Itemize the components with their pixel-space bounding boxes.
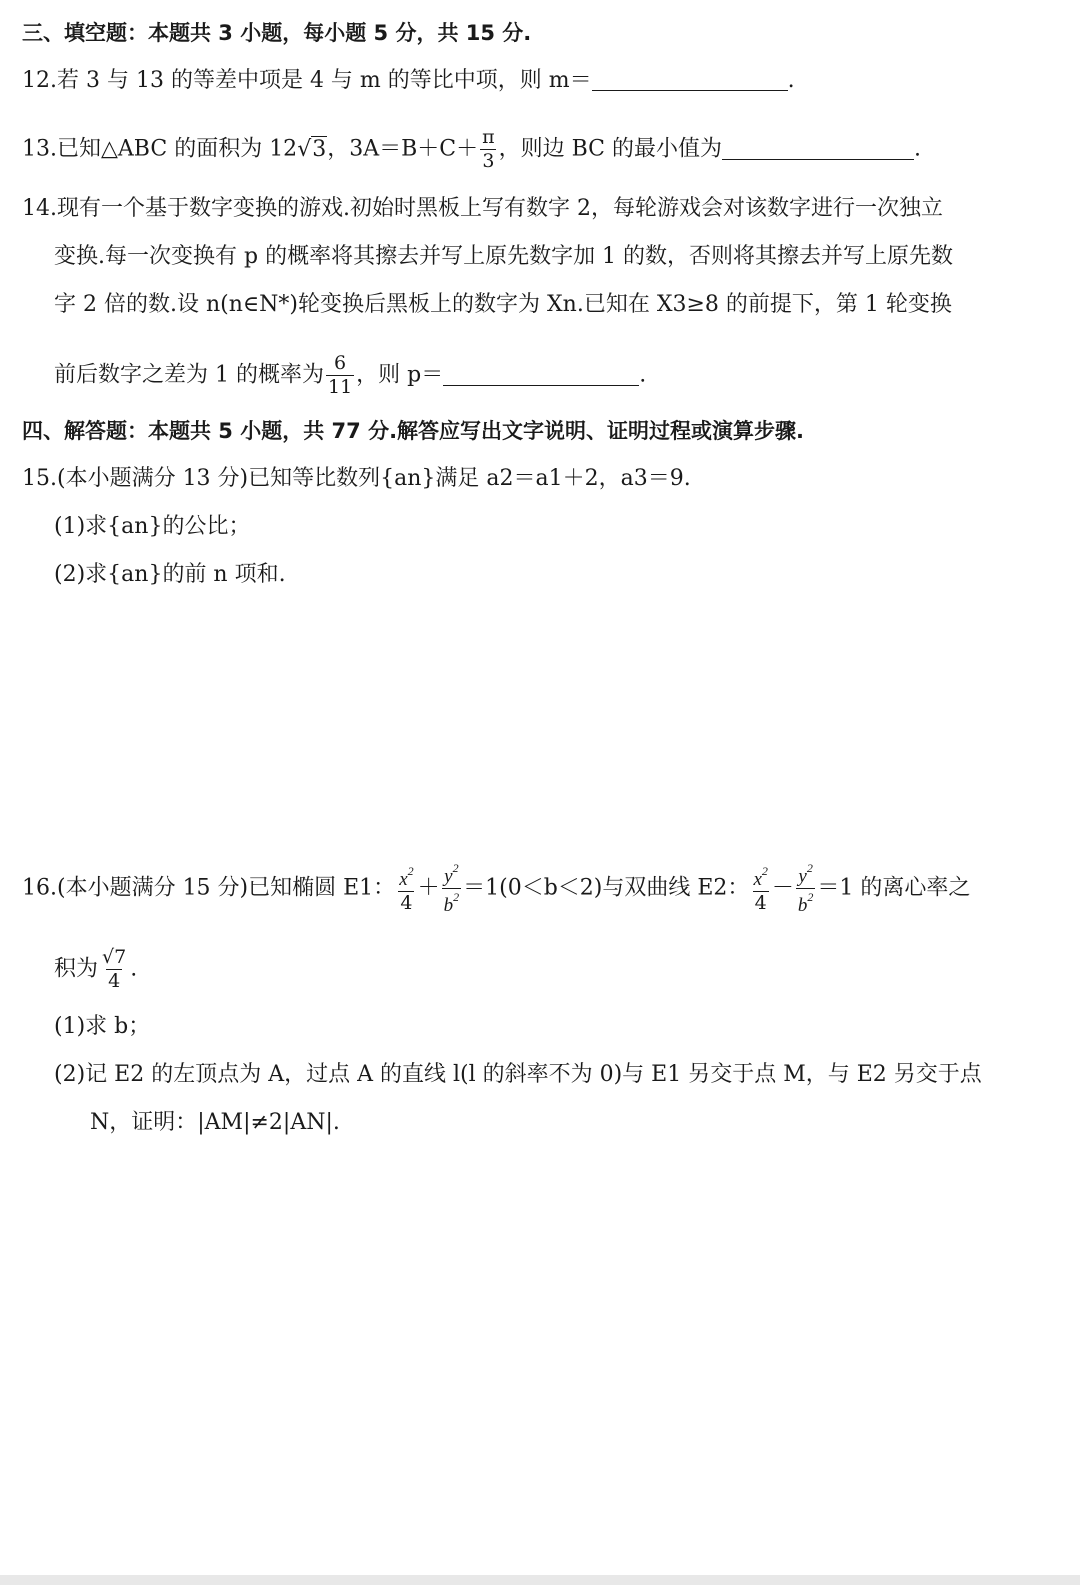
fraction-y2-over-b2-hyperbola — [796, 862, 816, 915]
fraction-x2-over-4 — [397, 865, 415, 913]
question-16-part-2-line-1-text: (2)记 E2 的左顶点为 A，过点 A 的直线 l(l 的斜率不为 0)与 E1 另交于点 M，与 E2 另交于点 — [54, 1062, 982, 1087]
question-12-text: 12.若 3 与 13 的等差中项是 4 与 m 的等比中项，则 m＝ — [22, 68, 592, 93]
question-13-suffix: ，则边 BC 的最小值为 — [498, 136, 723, 162]
question-13: 13.已知△ABC 的面积为 12√3，3A＝B＋C＋ $\frac{\pi}{3}$ ，则边 BC 的最小值为 . — [22, 126, 922, 172]
question-15-part-1-text: (1)求{an}的公比； — [54, 514, 251, 539]
fraction-denominator: 11 — [327, 376, 353, 398]
question-14-line-3 — [54, 290, 952, 320]
question-15-part-1 — [54, 512, 250, 542]
fraction-numerator: $y^2$ — [798, 861, 813, 887]
fraction-numerator: $x^2$ — [753, 863, 768, 890]
fraction-y2-over-b2 — [442, 862, 462, 915]
fraction-denominator: $b^2$ — [797, 890, 814, 916]
question-16-part-1 — [54, 1012, 150, 1042]
question-15-part-2 — [54, 560, 286, 590]
question-16-part-2-line-1 — [54, 1060, 982, 1090]
answer-blank-14 — [443, 363, 639, 386]
question-13-prefix: 13.已知△ABC 的面积为 12 — [22, 136, 298, 162]
sqrt-argument: 3 — [312, 136, 327, 162]
question-16-part-2-line-2 — [90, 1108, 340, 1138]
question-14-line-4-prefix: 前后数字之差为 1 的概率为 — [54, 362, 324, 388]
question-14-line-3-text: 字 2 倍的数.设 n(n∈N*)轮变换后黑板上的数字为 Xn.已知在 X3≥8 的前提下，第 1 轮变换 — [54, 292, 952, 317]
question-14-line-4: 前后数字之差为 1 的概率为 $\frac{6}{11}$ ，则 p＝ . — [54, 352, 647, 398]
fraction-numerator: π — [482, 126, 495, 148]
fraction-denominator: 4 — [754, 891, 767, 914]
question-14-line-1-text: 14.现有一个基于数字变换的游戏.初始时黑板上写有数字 2，每轮游戏会对该数字进行一次独立 — [22, 196, 943, 221]
question-16-stem-prefix: 16.(本小题满分 15 分)已知椭圆 E1： — [22, 875, 396, 901]
fraction-denominator: 4 — [400, 891, 413, 914]
section-4-heading — [22, 416, 804, 446]
section-3-heading-text: 三、填空题：本题共 3 小题，每小题 5 分，共 15 分. — [22, 21, 532, 45]
fraction-x2-over-4-hyperbola — [751, 865, 769, 913]
section-3-heading — [22, 18, 531, 48]
question-15-part-2-text: (2)求{an}的前 n 项和. — [54, 562, 286, 587]
question-14-line-2 — [54, 242, 953, 272]
sqrt-symbol: √3 — [297, 136, 327, 162]
section-4-heading-text: 四、解答题：本题共 5 小题，共 77 分.解答应写出文字说明、证明过程或演算步骤. — [22, 419, 805, 443]
question-16-stem-suffix: ＝1 的离心率之 — [817, 875, 971, 901]
question-16-stem-mid: ＝1(0＜b＜2)与双曲线 E2： — [463, 875, 750, 901]
question-16-stem: 16.(本小题满分 15 分)已知椭圆 E1： $\frac{x^2}{4}$ ＋ $\frac{y^2}{b^2}$ ＝1(0＜b＜2)与双曲线 E2： $\frac{x^2}{4}$ － $\frac{y^2}{b^2}$ ＝1 的离心率之 — [22, 861, 971, 916]
question-12: 12.若 3 与 13 的等差中项是 4 与 m 的等比中项，则 m＝ . — [22, 68, 795, 93]
question-14-line-4-suffix: ，则 p＝ — [356, 362, 444, 388]
fraction-pi-over-3 — [480, 128, 497, 171]
question-14-line-2-text: 变换.每一次变换有 p 的概率将其擦去并写上原先数字加 1 的数，否则将其擦去并写上原先数 — [54, 244, 954, 269]
answer-blank-13 — [722, 137, 914, 160]
question-16-line-2-prefix: 积为 — [54, 956, 99, 982]
fraction-denominator: $b^2$ — [443, 890, 460, 916]
fraction-numerator: $x^2$ — [399, 863, 414, 890]
fraction-denominator: 4 — [108, 970, 121, 992]
fraction-sqrt7-over-4 — [100, 948, 128, 991]
question-16-line-2: 积为 $\frac{√7}{4}$ . — [54, 946, 138, 992]
question-14-line-1 — [22, 194, 943, 224]
question-16-part-1-text: (1)求 b； — [54, 1014, 151, 1039]
fraction-numerator: $y^2$ — [444, 861, 459, 887]
fraction-denominator: 3 — [482, 150, 495, 172]
question-15-stem — [22, 464, 691, 494]
question-15-stem-text: 15.(本小题满分 13 分)已知等比数列{an}满足 a2＝a1＋2，a3＝9. — [22, 466, 691, 491]
fraction-6-over-11 — [326, 354, 354, 397]
fraction-numerator: 6 — [334, 352, 347, 374]
question-16-part-2-line-2-text: N，证明：|AM|≠2|AN|. — [90, 1110, 340, 1135]
answer-blank-12 — [592, 68, 788, 91]
page-bottom-edge — [0, 1575, 1080, 1585]
fraction-numerator: √7 — [102, 946, 127, 968]
question-13-middle: ，3A＝B＋C＋ — [327, 136, 479, 162]
